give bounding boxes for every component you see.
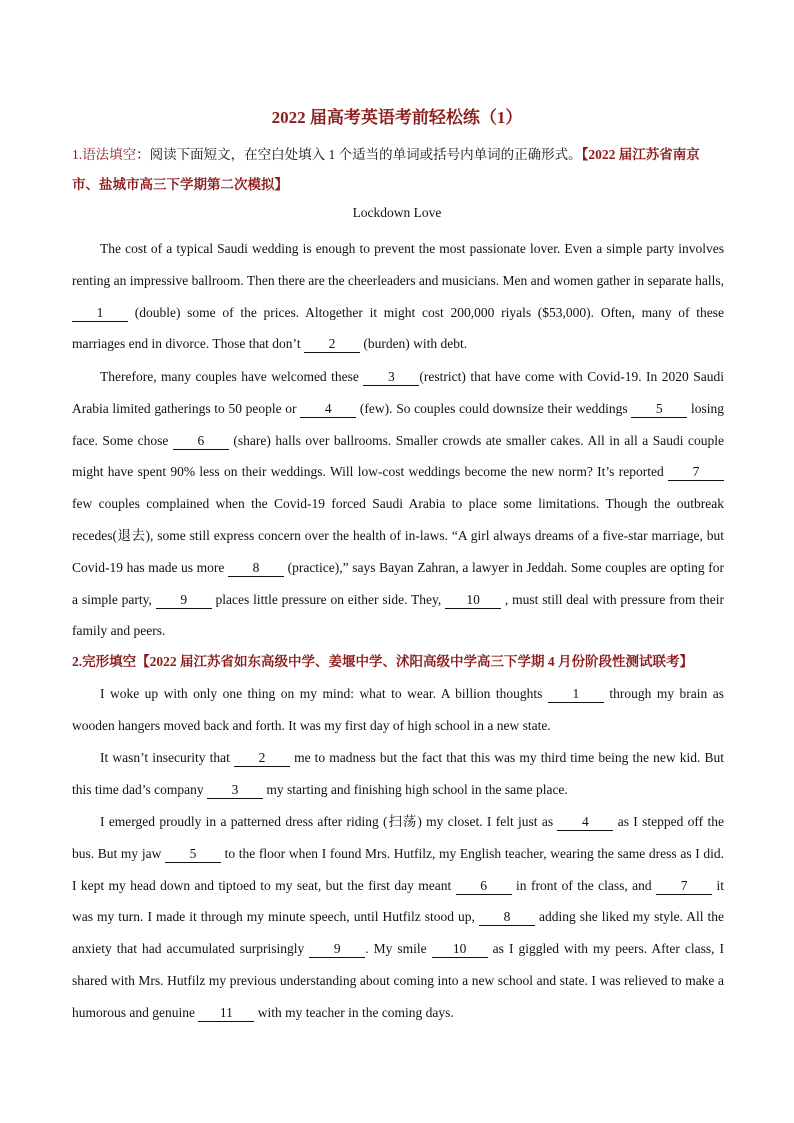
s1p2-text-1: Therefore, many couples have welcomed these [100, 369, 364, 384]
section2-source: 【2022 届江苏省如东高级中学、姜堰中学、沭阳高级中学高三下学期 4 月份阶段性测试联考】 [136, 654, 693, 669]
blank-2[interactable]: 2 [304, 336, 360, 353]
s2p1-text-2: through my brain as wooden hangers moved back and forth. It was my first day of high school in a new state. [72, 686, 725, 733]
cloze-blank-10[interactable]: 10 [432, 941, 488, 958]
section1-instruction: ：阅读下面短文，在空白处填入 1 个适当的单词或括号内单词的正确形式。 [136, 147, 582, 162]
s1-paragraph-2 [72, 361, 724, 647]
blank-5[interactable]: 5 [631, 401, 687, 418]
s2p2-text-1: It wasn’t insecurity that [100, 750, 234, 765]
blank-1[interactable]: 1 [72, 305, 128, 322]
blank-9[interactable]: 9 [156, 592, 212, 609]
cloze-blank-4[interactable]: 4 [557, 814, 613, 831]
blank-8[interactable]: 8 [228, 560, 284, 577]
page-title: 2022 届高考英语考前轻松练（1） [271, 108, 523, 127]
s1p1-text-1: The cost of a typical Saudi wedding is enough to prevent the most passionate lover. Even a simple party involves renting an impressive ballroom. Then there are the cheerleaders and musicians. Men and women gather in separate halls, [72, 241, 725, 288]
section1-header [72, 140, 724, 200]
blank-10[interactable]: 10 [445, 592, 501, 609]
s1p1-text-3: (burden) with debt. [359, 336, 468, 352]
blank-4[interactable]: 4 [300, 401, 356, 418]
blank-3[interactable]: 3 [363, 369, 419, 386]
s2-paragraph-3 [72, 806, 724, 1029]
cloze-blank-2[interactable]: 2 [234, 750, 290, 767]
cloze-blank-9[interactable]: 9 [309, 941, 365, 958]
s2p3-text-4: in front of the class, and [511, 877, 657, 893]
s1p2-text-3: (few). So couples could downsize their weddings [356, 400, 632, 416]
s1p2-text-6: few couples complained when the Covid-19 forced Saudi Arabia to place some limitations. Though the outbreak recedes(退去), some still express concern over the health of in-laws. “A girl always dreams of a five-star marriage, but Covid-19 has made us more [72, 496, 724, 575]
s2-paragraph-1 [72, 678, 724, 742]
s2p3-text-3: to the floor when I found Mrs. Hutfilz, my English teacher, wearing the same dress as I did. I kept my head down and tiptoed to my seat, but the first day meant [72, 845, 724, 893]
s1p2-text-2: (restrict) that have come with Covid-19. In 2020 Saudi Arabia limited gatherings to 50 people or [72, 369, 724, 416]
cloze-blank-3[interactable]: 3 [207, 782, 263, 799]
s2p3-text-6: adding she liked my style. All the anxiety that had accumulated surprisingly [72, 909, 724, 957]
blank-6[interactable]: 6 [173, 433, 229, 450]
s2p3-text-1: I emerged proudly in a patterned dress after riding (扫荡) my closet. I felt just as [100, 814, 558, 829]
s2p2-text-2: me to madness but the fact that this was my third time being the new kid. But this time dad’s company [72, 750, 724, 797]
section2-label: 2.完形填空 [72, 654, 137, 669]
passage-title: Lockdown Love [352, 205, 442, 220]
cloze-blank-8[interactable]: 8 [479, 909, 535, 926]
section2-header [72, 647, 724, 677]
cloze-blank-6[interactable]: 6 [456, 878, 512, 895]
s2p3-text-8: as I giggled with my peers. After class, I shared with Mrs. Hutfilz my previous understanding about coming into a new school and state. I was relieved to make a humorous and genuine [72, 941, 724, 1020]
s2p3-text-7: . My smile [365, 941, 432, 957]
s2p3-text-2: as I stepped off the bus. But my jaw [72, 814, 724, 861]
s2-paragraph-2 [72, 742, 724, 806]
cloze-blank-7[interactable]: 7 [656, 878, 712, 895]
s1p2-text-4: losing face. Some chose [72, 400, 724, 448]
s1p1-text-2: (double) some of the prices. Altogether it might cost 200,000 riyals ($53,000). Often, many of these marriages end in divorce. Those that don’t [72, 304, 724, 352]
cloze-blank-11[interactable]: 11 [198, 1005, 254, 1022]
s1p2-text-8: places little pressure on either side. They, [211, 591, 446, 607]
s2p2-text-3: my starting and finishing high school in the same place. [262, 781, 568, 797]
s2p3-text-5: it was my turn. I made it through my minute speech, until Hutfilz stood up, [72, 877, 724, 925]
section1-label: 1.语法填空 [72, 147, 137, 162]
s1-paragraph-1 [72, 233, 724, 360]
s2p1-text-1: I woke up with only one thing on my mind: what to wear. A billion thoughts [100, 686, 548, 701]
cloze-blank-1[interactable]: 1 [548, 686, 604, 703]
blank-7[interactable]: 7 [668, 464, 724, 481]
section1-source: 【2022 届江苏省南京市、盐城市高三下学期第二次模拟】 [72, 147, 700, 192]
s1p2-text-5: (share) halls over ballrooms. Smaller crowds ate smaller cakes. All in all a Saudi couple might have spent 90% less on their weddings. Will low-cost weddings become the new norm? It’s reported [72, 432, 724, 480]
s1p2-text-9: , must still deal with pressure from their family and peers. [72, 591, 725, 639]
s1p2-text-7: (practice),” says Bayan Zahran, a lawyer in Jeddah. Some couples are opting for a simple party, [72, 559, 724, 607]
cloze-blank-5[interactable]: 5 [165, 846, 221, 863]
s2p3-text-9: with my teacher in the coming days. [254, 1004, 454, 1020]
